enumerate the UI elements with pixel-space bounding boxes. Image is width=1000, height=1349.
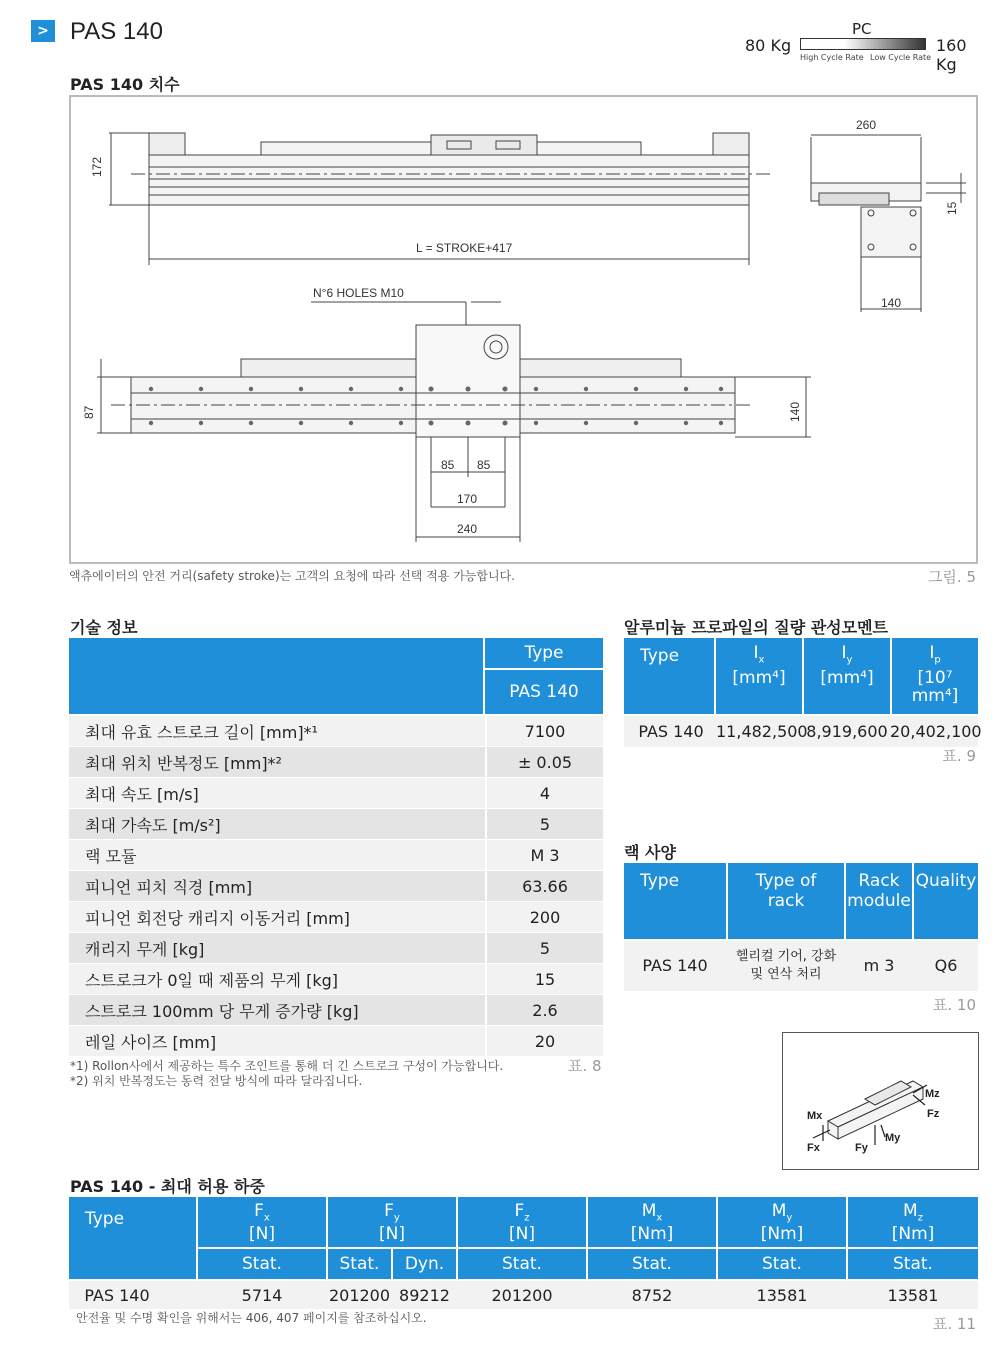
fz-unit: [N] [509,1224,535,1245]
rack-module-value: m 3 [863,956,895,975]
inertia-ix-header [716,638,802,714]
mx-symbol: M [641,1201,657,1221]
load-col-fy [328,1197,456,1247]
rack-table-number: 표. 10 [932,996,976,1014]
loads-fx-value: 5714 [241,1286,283,1305]
dim-260: 260 [856,118,877,132]
fy-unit: [N] [379,1224,405,1245]
table-row [69,840,603,871]
rack-quality-header: Quality [914,863,978,939]
inertia-iy-header [804,638,890,714]
fy-sub: y [393,1212,400,1224]
table-row [69,995,603,1026]
low-cycle-label: Low Cycle Rate [870,53,932,62]
fx-label: Fx [807,1142,820,1154]
loads-fy-dyn-value: 89212 [399,1286,450,1305]
load-col-fx [198,1197,326,1247]
table-row [69,933,603,964]
rack-type-header: Type [624,863,726,939]
rack-kind-header-1: Type of [755,871,817,891]
spec-value: 5 [485,933,603,964]
dimensions-caption: 액츄에이터의 안전 거리(safety stroke)는 고객의 요청에 따라 선택 적용 가능합니다. [69,569,515,583]
spec-value: 20 [485,1026,603,1057]
spec-label: 최대 가속도 [m/s²] [69,809,485,840]
dimension-drawing [69,95,978,564]
mx-label: Mx [807,1110,823,1122]
dim-85-right: 85 [477,458,491,472]
table-row [69,809,603,840]
technical-drawing-svg [71,97,976,562]
inertia-table-number: 표. 9 [942,747,976,765]
load-col-my [718,1197,846,1247]
spec-value: 5 [485,809,603,840]
loads-type-header: Type [69,1197,196,1279]
spec-label: 피니언 피치 직경 [mm] [69,871,485,902]
rack-row [624,941,978,991]
dim-87: 87 [82,405,96,419]
dim-140-side: 140 [788,401,802,422]
my-symbol: M [771,1201,787,1221]
inertia-model: PAS 140 [638,722,704,741]
rack-kind-value-1: 헬리컬 기어, 강화 [735,949,837,964]
rack-kind-header [728,863,844,939]
iy-unit: [mm⁴] [820,668,874,689]
tech-model-header: PAS 140 [485,670,603,714]
tech-spec-table [69,716,603,1057]
fz-label: Fz [927,1108,940,1120]
table-row [69,964,603,995]
fy-label: Fy [855,1142,868,1154]
rack-model: PAS 140 [642,956,708,975]
ix-symbol: I [753,643,759,663]
ip-unit-2: mm⁴] [911,686,959,707]
table-row [69,747,603,778]
ix-sub: x [758,654,765,666]
rack-kind-value-2: 및 연삭 처리 [750,967,822,982]
loads-fz-value: 201200 [491,1286,553,1305]
figure-number: 그림. 5 [927,568,976,586]
dim-length: L = STROKE+417 [416,241,513,255]
dim-240: 240 [457,522,478,536]
load-col-mx [588,1197,716,1247]
fx-stat-header: Stat. [198,1249,326,1279]
spec-label: 스트로크 100mm 당 무게 증가량 [kg] [69,995,485,1026]
loads-table-number: 표. 11 [932,1315,976,1333]
loads-row [69,1281,978,1309]
spec-value: 4 [485,778,603,809]
inertia-row [624,716,982,747]
high-cycle-label: High Cycle Rate [800,53,864,62]
tech-note-1: *1) Rollon사에서 제공하는 특수 조인트를 통해 더 긴 스트로크 구성이 가능합니다. [70,1059,504,1073]
inertia-header [624,638,978,714]
table-row [69,778,603,809]
page-title: PAS 140 [70,18,163,45]
forces-diagram [782,1032,979,1170]
fy-dyn-header: Dyn. [393,1249,456,1279]
tech-title: 기술 정보 [70,618,138,637]
rack-module-header-1: Rack [858,871,900,891]
forces-diagram-svg [783,1033,978,1169]
pc-label: PC [852,20,872,38]
spec-value: ± 0.05 [485,747,603,778]
dim-140-top: 140 [881,296,902,310]
dim-172: 172 [90,156,104,177]
dim-170: 170 [457,492,478,506]
spec-value: 200 [485,902,603,933]
cycle-gradient-bar [800,38,926,50]
fx-symbol: F [254,1201,264,1221]
spec-value: 2.6 [485,995,603,1026]
fy-symbol: F [384,1201,394,1221]
rack-module-header-2: module [847,891,911,911]
spec-value: 63.66 [485,871,603,902]
fx-unit: [N] [249,1224,275,1245]
dim-85-left: 85 [441,458,455,472]
rack-title: 랙 사양 [624,843,676,862]
load-col-mz [848,1197,978,1247]
spec-label: 최대 유효 스트로크 길이 [mm]*¹ [69,716,485,747]
inertia-iy-value: 8,919,600 [806,722,888,741]
loads-note: 안전율 및 수명 확인을 위해서는 406, 407 페이지를 참조하십시오. [76,1311,427,1325]
my-label: My [885,1132,901,1144]
ip-unit-1: [10⁷ [917,668,953,689]
fz-symbol: F [514,1201,525,1221]
mx-stat-header: Stat. [588,1249,716,1279]
my-unit: [Nm] [760,1224,804,1245]
spec-label: 레일 사이즈 [mm] [69,1026,485,1057]
rack-header [624,863,978,939]
my-sub: y [786,1212,793,1224]
tech-note-2: *2) 위치 반복정도는 동력 전달 방식에 따라 달라집니다. [70,1074,363,1088]
spec-value: 7100 [485,716,603,747]
spec-value: M 3 [485,840,603,871]
spec-value: 15 [485,964,603,995]
inertia-ix-value: 11,482,500 [716,722,808,741]
tech-header [69,638,603,714]
mz-sub: z [917,1212,923,1224]
loads-mx-value: 8752 [631,1286,673,1305]
spec-label: 피니언 회전당 캐리지 이동거리 [mm] [69,902,485,933]
max-weight: 160 Kg [936,36,967,74]
loads-model: PAS 140 [84,1286,150,1305]
table-row [69,871,603,902]
spec-label: 최대 속도 [m/s] [69,778,485,809]
rack-kind-header-2: rack [767,891,805,911]
loads-my-value: 13581 [756,1286,808,1305]
dimensions-title: PAS 140 치수 [70,75,180,94]
table-row [69,1026,603,1057]
table-row [69,902,603,933]
iy-sub: y [846,654,853,666]
rack-module-header [846,863,912,939]
ix-unit: [mm⁴] [732,668,786,689]
ip-symbol: I [929,643,935,663]
fx-sub: x [263,1212,270,1224]
loads-fy-stat-value: 201200 [328,1286,391,1305]
mz-unit: [Nm] [891,1224,935,1245]
inertia-type-header: Type [624,638,714,714]
mz-symbol: M [903,1201,918,1221]
iy-symbol: I [841,643,847,663]
loads-title: PAS 140 - 최대 허용 하중 [70,1177,265,1196]
ip-sub: p [934,654,941,666]
inertia-title: 알루미늄 프로파일의 질량 관성모멘트 [624,618,889,637]
rack-kind-value [728,948,844,984]
holes-label: N°6 HOLES M10 [313,286,404,300]
fz-stat-header: Stat. [458,1249,586,1279]
load-col-fz [458,1197,586,1247]
mx-unit: [Nm] [630,1224,674,1245]
mz-stat-header: Stat. [848,1249,978,1279]
loads-header [69,1197,978,1279]
fz-sub: z [524,1212,530,1224]
rack-quality-value: Q6 [934,956,958,975]
spec-label: 스트로크가 0일 때 제품의 무게 [kg] [69,964,485,995]
tech-type-header: Type [485,638,603,668]
tech-table-number: 표. 8 [568,1057,602,1075]
my-stat-header: Stat. [718,1249,846,1279]
mx-sub: x [656,1212,663,1224]
spec-label: 최대 위치 반복정도 [mm]*² [69,747,485,778]
table-row [69,716,603,747]
section-arrow-icon: > [31,20,55,42]
tech-header-blank [69,638,483,714]
pc-scale [740,20,992,74]
spec-label: 캐리지 무게 [kg] [69,933,485,964]
mz-label: Mz [925,1088,940,1100]
loads-mz-value: 13581 [887,1286,939,1305]
inertia-ip-value: 20,402,100 [890,722,982,741]
dim-15: 15 [945,201,959,215]
fy-stat-header: Stat. [328,1249,391,1279]
spec-label: 랙 모듈 [69,840,485,871]
min-weight: 80 Kg [745,36,792,55]
inertia-ip-header [892,638,978,714]
